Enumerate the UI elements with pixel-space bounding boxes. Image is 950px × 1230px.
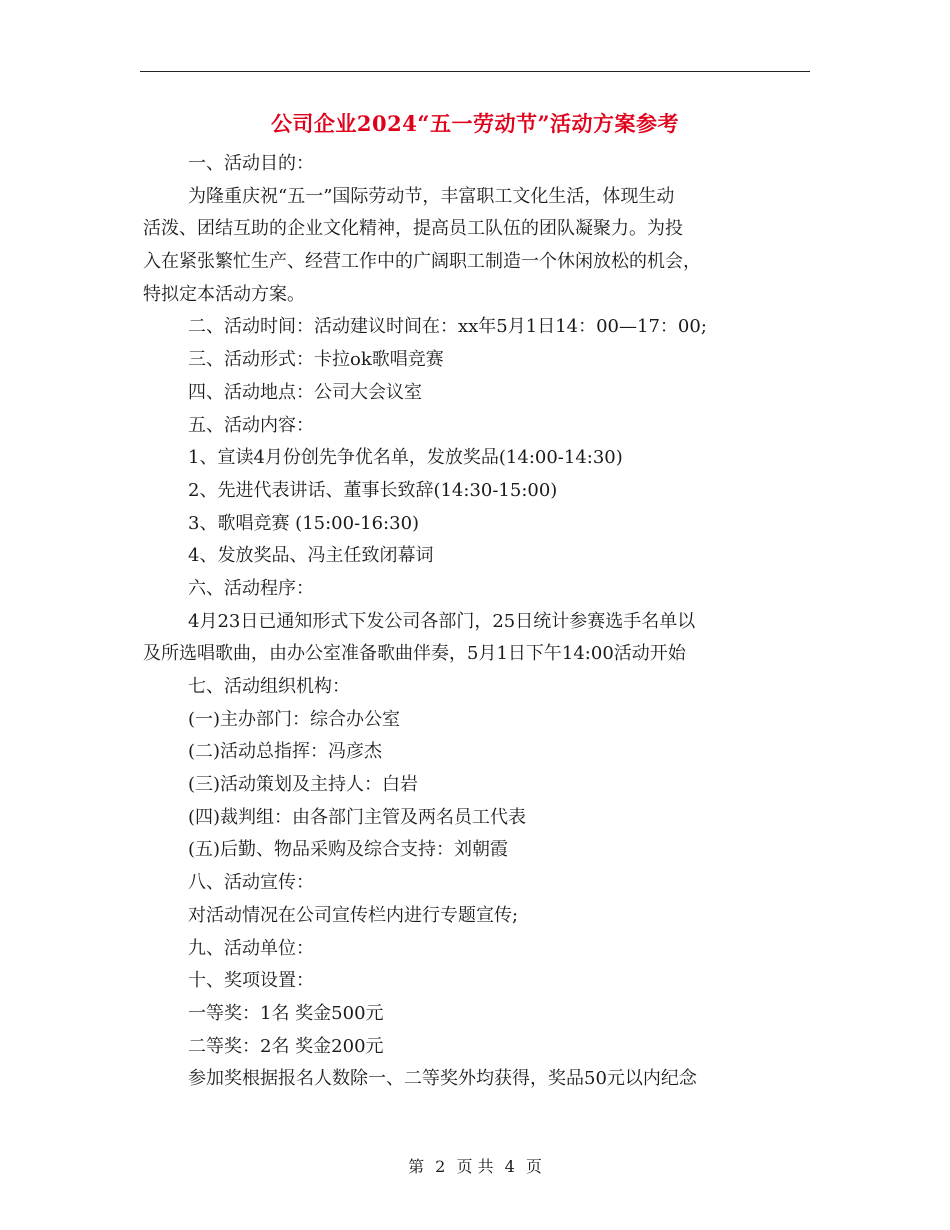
body-line: 三、活动形式：卡拉ok歌唱竞赛 — [188, 349, 444, 371]
body-line: 4月23日已通知形式下发公司各部门，25日统计参赛选手名单以 — [188, 610, 696, 632]
body-line: 二、活动时间：活动建议时间在：xx年5月1日14：00—17：00; — [188, 316, 707, 338]
body-line: 为隆重庆祝“五一”国际劳动节，丰富职工文化生活，体现生动 — [188, 185, 675, 207]
body-line: (三)活动策划及主持人：白岩 — [188, 774, 419, 796]
body-line: 七、活动组织机构： — [188, 676, 350, 697]
body-line: 五、活动内容： — [188, 414, 314, 436]
body-line: 2、先进代表讲话、董事长致辞(14:30-15:00) — [188, 479, 558, 501]
footer-suffix: 页 — [525, 1157, 542, 1176]
body-line: (五)后勤、物品采购及综合支持：刘朝霞 — [188, 839, 509, 861]
body-line: 入在紧张繁忙生产、经营工作中的广阔职工制造一个休闲放松的机会， — [143, 251, 701, 273]
footer-prefix: 第 — [408, 1157, 425, 1176]
body-line: 特拟定本活动方案。 — [143, 283, 305, 305]
body-line: (二)活动总指挥：冯彦杰 — [188, 741, 383, 763]
body-line: 3、歌唱竞赛 (15:00-16:30) — [188, 512, 420, 534]
body-line: 四、活动地点：公司大会议室 — [188, 381, 422, 403]
body-line: 一、活动目的： — [188, 153, 314, 174]
body-line: (四)裁判组：由各部门主管及两名员工代表 — [188, 806, 527, 828]
body-line: 一等奖：1名 奖金500元 — [188, 1002, 384, 1024]
body-line: 二等奖：2名 奖金200元 — [188, 1035, 384, 1057]
body-line: 4、发放奖品、冯主任致闭幕词 — [188, 545, 434, 567]
body-line: (一)主办部门：综合办公室 — [188, 708, 401, 730]
body-line: 八、活动宣传： — [188, 872, 314, 894]
body-line: 及所选唱歌曲，由办公室准备歌曲伴奏，5月1日下午14:00活动开始 — [143, 643, 686, 665]
document-body — [143, 148, 811, 1096]
header-rule — [140, 71, 810, 72]
body-line: 九、活动单位： — [188, 937, 314, 959]
footer-page-number: 2 — [435, 1157, 446, 1176]
footer-total-pages: 4 — [504, 1157, 515, 1176]
footer-mid: 页 共 — [456, 1157, 494, 1176]
body-line: 1、宣读4月份创先争优名单，发放奖品(14:00-14:30) — [188, 447, 623, 469]
document-title: 公司企业2024“五一劳动节”活动方案参考 — [270, 111, 680, 136]
body-line: 对活动情况在公司宣传栏内进行专题宣传; — [188, 904, 519, 926]
body-line: 十、奖项设置： — [188, 970, 314, 992]
body-line: 六、活动程序： — [188, 577, 314, 599]
page-footer — [0, 1154, 950, 1177]
body-line: 活泼、团结互助的企业文化精神，提高员工队伍的团队凝聚力。为投 — [143, 218, 683, 240]
body-line: 参加奖根据报名人数除一、二等奖外均获得，奖品50元以内纪念 — [188, 1068, 697, 1090]
